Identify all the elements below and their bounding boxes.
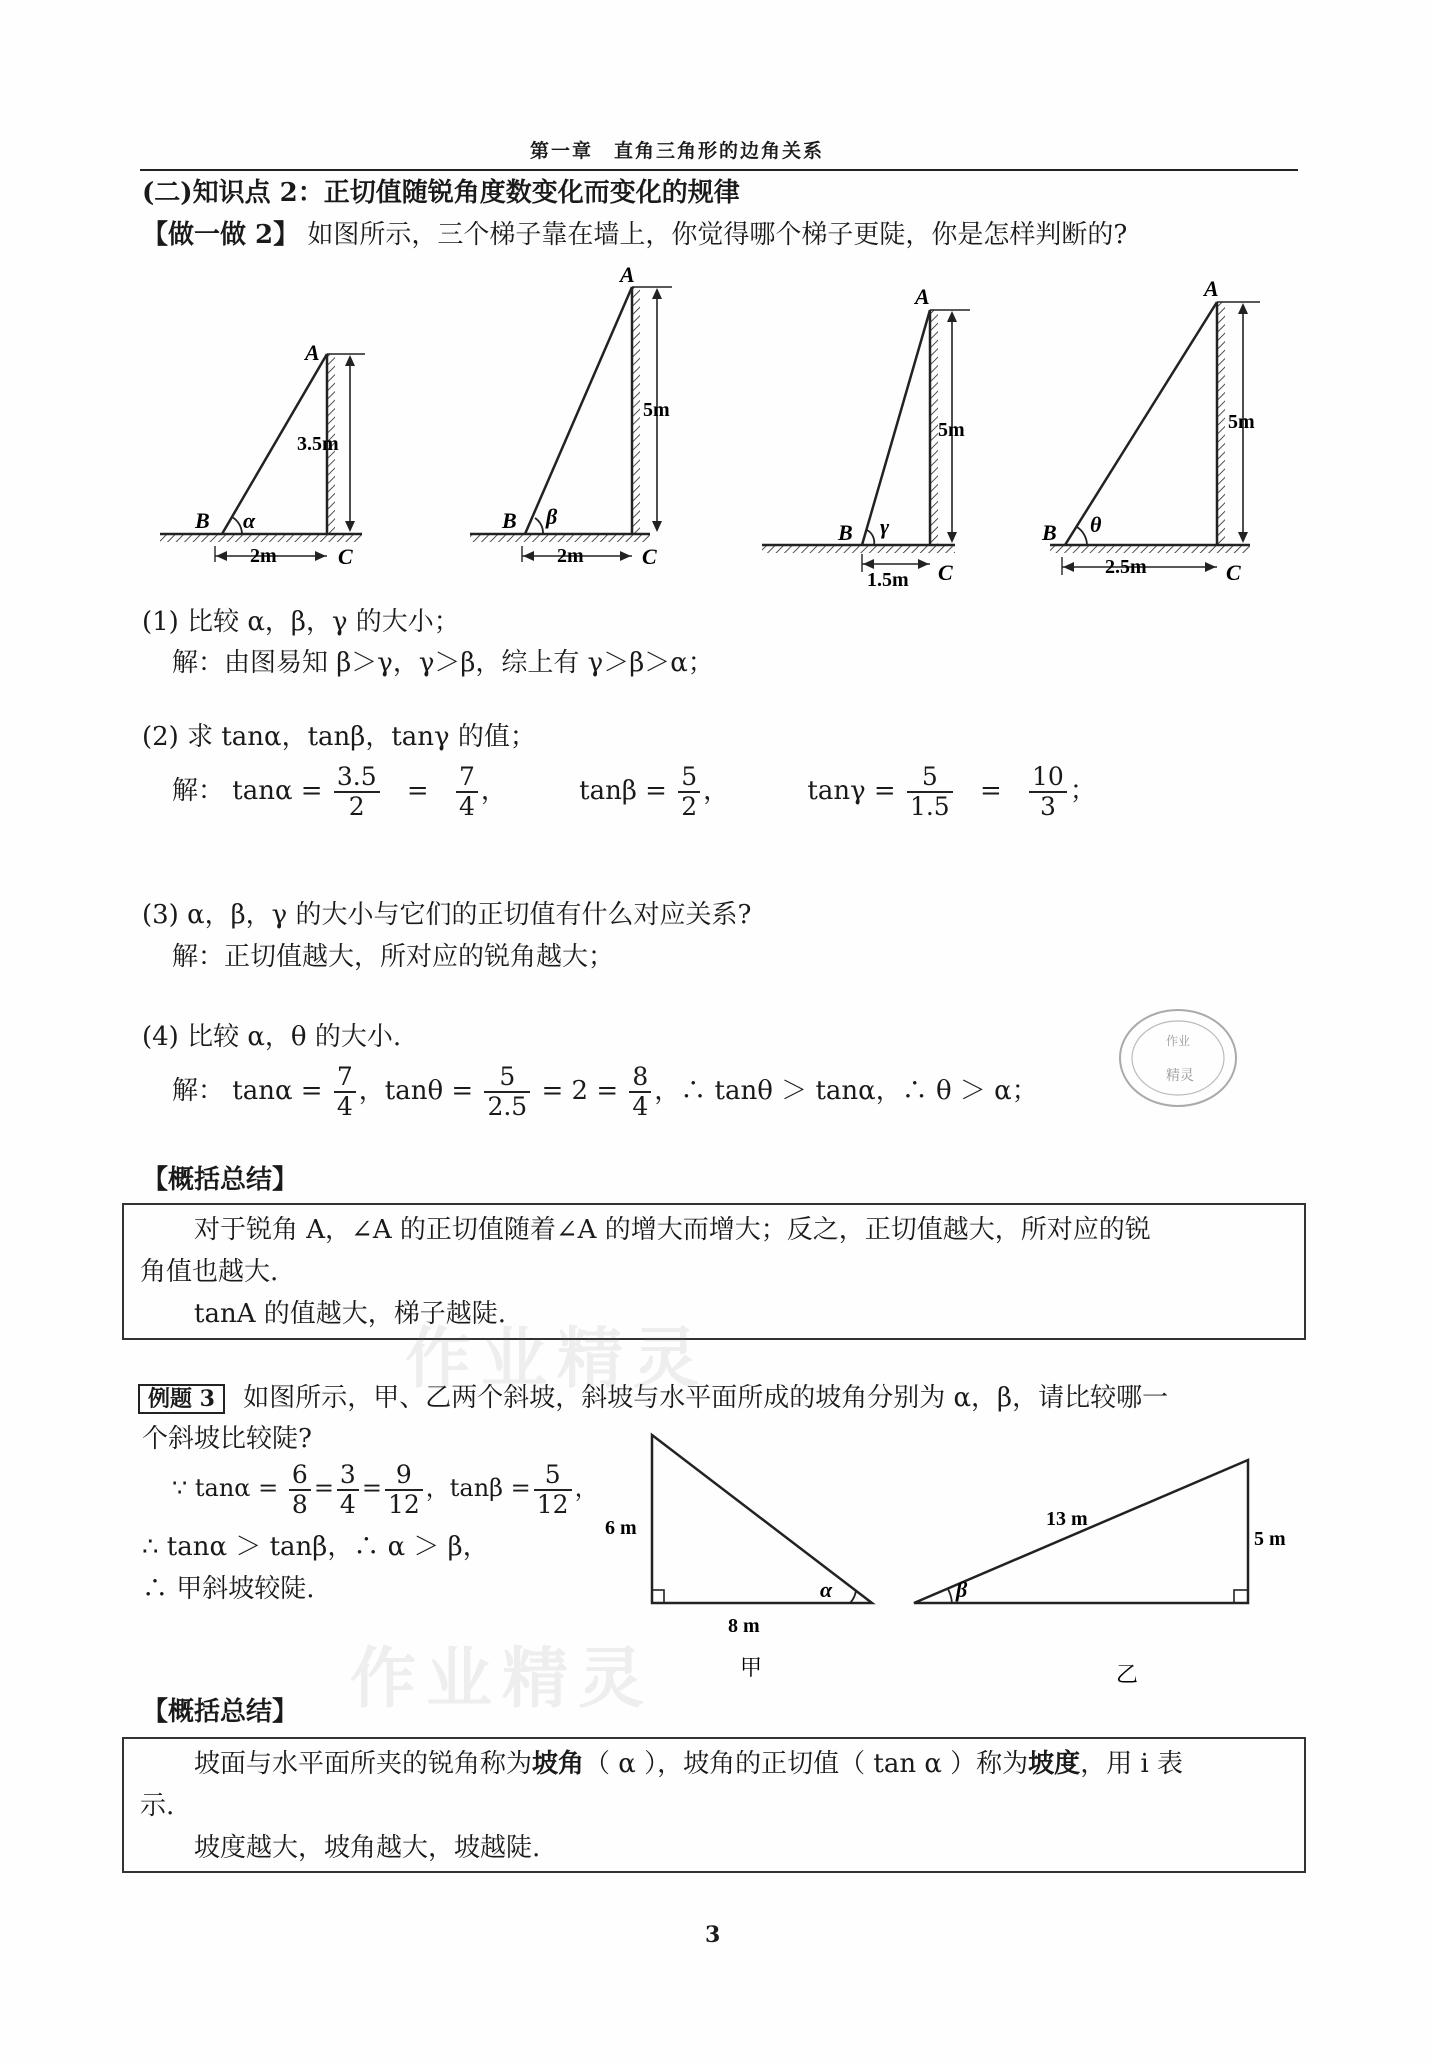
q4-conclusion: ，∴ tanθ ＞ tanα，∴ θ ＞ α；: [654, 1076, 1038, 1106]
q1-question: (1) 比较 α，β，γ 的大小；: [142, 607, 460, 637]
fig2-angle: β: [546, 504, 558, 529]
q4-question: (4) 比较 α，θ 的大小.: [142, 1022, 402, 1052]
activity-label: 【做一做 2】: [142, 220, 300, 250]
fig1-height: 3.5m: [297, 433, 339, 455]
slope1-base: 8 m: [728, 1615, 760, 1637]
slope2-name: 乙: [1116, 1662, 1139, 1687]
q3-answer: 解：正切值越大，所对应的锐角越大；: [172, 942, 615, 972]
ex3-because: ∵ tanα =: [172, 1474, 279, 1502]
fig4-height: 5m: [1228, 411, 1255, 433]
activity-text: 如图所示，三个梯子靠在墙上，你觉得哪个梯子更陡，你是怎样判断的?: [307, 220, 1128, 250]
slope1-name: 甲: [740, 1655, 763, 1680]
example3-text2: 个斜坡比较陡?: [142, 1424, 312, 1454]
slope1-angle: α: [820, 1577, 833, 1602]
q2-comma1: ，: [480, 776, 507, 806]
seal-stamp: [1108, 1000, 1248, 1120]
q4-solution: [172, 1060, 1038, 1122]
s2-l1a: 坡面与水平面所夹的锐角称为: [194, 1749, 533, 1779]
summary2-line1: [194, 1747, 1183, 1781]
example3-text1: 如图所示，甲、乙两个斜坡，斜坡与水平面所成的坡角分别为 α，β，请比较哪一: [243, 1383, 1169, 1413]
example3-line2: ∴ tanα ＞ tanβ，∴ α ＞ β，: [142, 1532, 489, 1562]
q2-tang: tanγ =: [807, 776, 896, 806]
fig1-label-b: B: [195, 508, 210, 533]
slope1-height: 6 m: [605, 1517, 637, 1539]
slope-figures: [600, 1425, 1286, 1687]
q2-question: (2) 求 tanα，tanβ，tanγ 的值；: [142, 722, 536, 752]
q2-comma2: ，: [703, 776, 730, 806]
q2-tanb: tanβ =: [579, 776, 667, 806]
fig2-label-a: A: [620, 262, 635, 287]
fig3-angle: γ: [880, 514, 890, 539]
q2-frac-g2: $\frac{10}{3}$: [1029, 763, 1067, 821]
q1-answer: 解：由图易知 β＞γ，γ＞β，综上有 γ＞β＞α；: [172, 648, 714, 678]
summary2-box: [122, 1737, 1306, 1873]
fig3-height: 5m: [938, 419, 965, 441]
ex3-frac2: $\frac{3}{4}$: [337, 1461, 359, 1519]
fig4-label-c: C: [1226, 560, 1241, 585]
ex3-frac1: $\frac{6}{8}$: [289, 1461, 311, 1519]
ex3-frac3: $\frac{9}{12}$: [385, 1461, 423, 1519]
slope2-hyp: 13 m: [1046, 1508, 1088, 1530]
q2-frac-a: $\frac{3.5}{2}$: [334, 763, 380, 821]
fig2-height: 5m: [643, 399, 670, 421]
svg-text:精灵: 精灵: [1166, 1069, 1194, 1084]
fig1-base: 2m: [250, 545, 277, 567]
header-rule: [140, 169, 1298, 171]
q2-eq2: =: [979, 776, 1002, 806]
slope2-height: 5 m: [1254, 1528, 1286, 1550]
q4-tant: ，tanθ =: [358, 1076, 474, 1106]
q2-solution: [172, 760, 1096, 822]
fig1-label-a: A: [305, 340, 320, 365]
summary1-line2: 角值也越大.: [140, 1257, 279, 1287]
page-number: 3: [705, 1922, 721, 1948]
summary1-line3: tanA 的值越大，梯子越陡.: [194, 1299, 507, 1329]
s2-l1c: （ α ），坡角的正切值（ tan α ）称为: [584, 1749, 1029, 1779]
q3-question: (3) α，β，γ 的大小与它们的正切值有什么对应关系?: [142, 900, 752, 930]
ex3-frac-b: $\frac{5}{12}$: [534, 1461, 572, 1519]
s2-term-slope: 坡度: [1028, 1749, 1081, 1779]
q4-frac-a: $\frac{7}{4}$: [334, 1063, 356, 1121]
q2-solve-label: 解：: [172, 776, 225, 806]
fig4-angle: θ: [1090, 512, 1102, 537]
slope2-angle: β: [956, 1577, 968, 1602]
fig2-base: 2m: [557, 545, 584, 567]
fig3-label-c: C: [938, 560, 953, 585]
activity-line: [142, 218, 1127, 252]
svg-text:作业: 作业: [1166, 1034, 1191, 1048]
fig3-base: 1.5m: [867, 569, 909, 591]
summary2-title: 【概括总结】: [142, 1697, 299, 1727]
fig3-label-a: A: [915, 284, 930, 309]
summary1-title: 【概括总结】: [142, 1165, 299, 1195]
q4-frac-t: $\frac{5}{2.5}$: [484, 1063, 530, 1121]
q2-frac-b: $\frac{5}{2}$: [678, 763, 700, 821]
summary2-line3: 坡度越大，坡角越大，坡越陡.: [194, 1833, 541, 1863]
q4-frac-t2: $\frac{8}{4}$: [629, 1063, 651, 1121]
q2-tana: tanα =: [232, 776, 323, 806]
summary1-line1: 对于锐角 A，∠A 的正切值随着∠A 的增大而增大；反之，正切值越大，所对应的锐: [194, 1215, 1151, 1245]
fig2-label-c: C: [642, 544, 657, 569]
q4-solve-label: 解：: [172, 1076, 225, 1106]
fig1-angle: α: [243, 508, 256, 533]
example3-line3: ∴ 甲斜坡较陡.: [142, 1574, 315, 1604]
fig1-label-c: C: [338, 544, 353, 569]
fig2-label-b: B: [502, 508, 517, 533]
ex3-tanb: ，tanβ =: [425, 1474, 531, 1502]
watermark-1: 作业精灵: [405, 1319, 709, 1397]
q2-semicolon: ；: [1069, 776, 1096, 806]
q4-eq: = 2 =: [541, 1076, 619, 1106]
fig4-label-a: A: [1204, 276, 1219, 301]
watermark-2: 作业精灵: [350, 1639, 654, 1717]
chapter-header: 第一章 直角三角形的边角关系: [530, 140, 825, 162]
q2-eq1: =: [406, 776, 429, 806]
example3-tag: 例题 3: [138, 1384, 225, 1414]
example3-line1: [138, 1381, 1168, 1416]
s2-term-slope-angle: 坡角: [532, 1749, 585, 1779]
summary2-line2: 示.: [140, 1791, 175, 1821]
section-title: (二)知识点 2：正切值随锐角度数变化而变化的规律: [142, 178, 740, 208]
ex3-comma: ，: [574, 1474, 599, 1502]
example3-calc: ∵ tanα = $\frac{6}{8}$ = $\frac{3}{4}$ = $\frac{9}{12}$ ，tanβ = $\frac{5}{12}$ ，: [172, 1459, 599, 1519]
q2-frac-a2: $\frac{7}{4}$: [456, 763, 478, 821]
summary1-box: [122, 1203, 1306, 1340]
q4-tana: tanα =: [232, 1076, 323, 1106]
fig4-label-b: B: [1042, 520, 1057, 545]
q2-frac-g: $\frac{5}{1.5}$: [907, 763, 953, 821]
s2-l1e: ，用 i 表: [1080, 1749, 1184, 1779]
ladder-figures: [150, 262, 1270, 602]
fig4-base: 2.5m: [1105, 556, 1147, 578]
fig3-label-b: B: [838, 520, 853, 545]
